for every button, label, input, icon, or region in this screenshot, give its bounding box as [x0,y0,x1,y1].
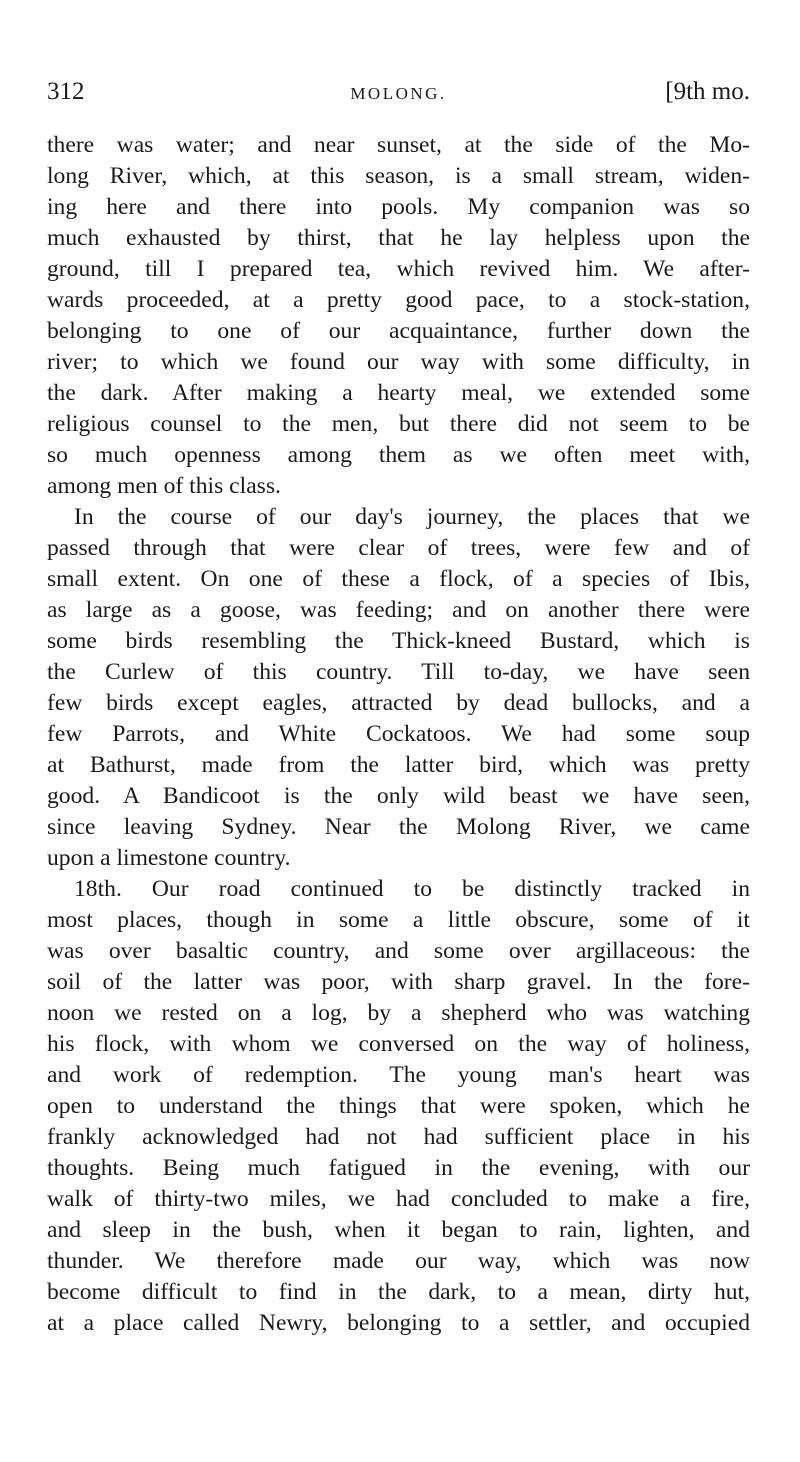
text-line: small extent. On one of these a flock, of a species of Ibis, [47,566,750,592]
text-line: and work of redemption. The young man's heart was [47,1062,750,1088]
running-title: MOLONG. [350,84,447,103]
text-line: most places, though in some a little obscure, some of it [47,907,750,933]
text-line: thunder. We therefore made our way, which was now [47,1248,750,1274]
running-head [47,78,750,112]
text-line: few Parrots, and White Cockatoos. We had some soup [47,721,750,747]
text-line: passed through that were clear of trees, were few and of [47,535,750,561]
text-line: was over basaltic country, and some over argillaceous: the [47,938,750,964]
text-line: frankly acknowledged had not had sufficient place in his [47,1124,750,1150]
text-line: soil of the latter was poor, with sharp gravel. In the fore- [47,969,750,995]
text-line: thoughts. Being much fatigued in the evening, with our [47,1155,750,1181]
text-line: as large as a goose, was feeding; and on another there were [47,597,750,623]
text-line: among men of this class. [47,473,281,499]
page-number: 312 [47,78,85,105]
text-line: so much openness among them as we often meet with, [47,442,750,468]
book-page [47,78,750,1339]
text-line: the dark. After making a hearty meal, we extended some [47,380,750,406]
text-line: since leaving Sydney. Near the Molong River, we came [47,814,750,840]
text-line: much exhausted by thirst, that he lay helpless upon the [47,225,750,251]
text-line: the Curlew of this country. Till to-day, we have seen [47,659,750,685]
text-line: his flock, with whom we conversed on the way of holiness, [47,1031,750,1057]
text-line: noon we rested on a log, by a shepherd who was watching [47,1000,750,1026]
text-line: at a place called Newry, belonging to a settler, and occupied [47,1310,750,1336]
text-line: become difficult to find in the dark, to a mean, dirty hut, [47,1279,750,1305]
text-line: ground, till I prepared tea, which revived him. We after- [47,256,750,282]
text-line: long River, which, at this season, is a small stream, widen- [47,163,750,189]
text-line: wards proceeded, at a pretty good pace, to a stock-station, [47,287,750,313]
text-line: there was water; and near sunset, at the side of the Mo- [47,132,750,158]
text-line: belonging to one of our acquaintance, further down the [47,318,750,344]
paragraph-first-line: 18th. Our road continued to be distinctly tracked in [74,876,750,902]
paragraph-first-line: In the course of our day's journey, the places that we [74,504,750,530]
text-line: good. A Bandicoot is the only wild beast we have seen, [47,783,750,809]
text-line: walk of thirty-two miles, we had concluded to make a fire, [47,1186,750,1212]
running-date: [9th mo. [665,78,750,105]
text-line: upon a limestone country. [47,845,291,871]
text-line: at Bathurst, made from the latter bird, which was pretty [47,752,750,778]
text-line: open to understand the things that were spoken, which he [47,1093,750,1119]
text-line: and sleep in the bush, when it began to rain, lighten, and [47,1217,750,1243]
text-line: ing here and there into pools. My companion was so [47,194,750,220]
text-line: some birds resembling the Thick-kneed Bustard, which is [47,628,750,654]
body-text [47,130,750,1339]
text-line: religious counsel to the men, but there did not seem to be [47,411,750,437]
text-line: river; to which we found our way with some difficulty, in [47,349,750,375]
text-line: few birds except eagles, attracted by dead bullocks, and a [47,690,750,716]
